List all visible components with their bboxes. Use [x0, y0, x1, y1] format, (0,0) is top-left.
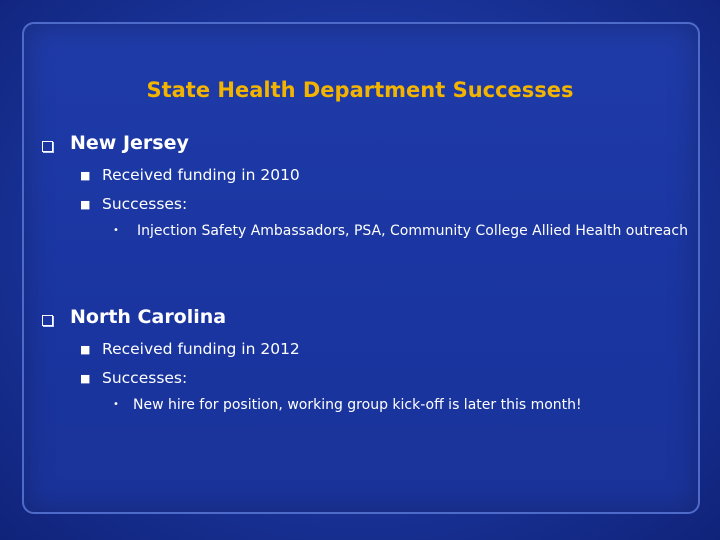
section-heading-new-jersey: New Jersey — [70, 132, 189, 154]
list-item: Successes: — [102, 195, 188, 213]
list-item: Received funding in 2012 — [102, 340, 300, 358]
list-item: Successes: — [102, 369, 188, 387]
square-small-bullet-icon: ■ — [80, 169, 91, 182]
section-heading-north-carolina: North Carolina — [70, 306, 227, 328]
dot-bullet-icon: • — [113, 225, 119, 236]
sub-list-item: Injection Safety Ambassadors, PSA, Community College Allied Health outreach — [137, 223, 688, 239]
square-bullet-icon — [42, 315, 53, 326]
sub-list-item: New hire for position, working group kick-off is later this month! — [133, 397, 582, 413]
list-item: Received funding in 2010 — [102, 166, 300, 184]
square-small-bullet-icon: ■ — [80, 343, 91, 356]
square-small-bullet-icon: ■ — [80, 372, 91, 385]
dot-bullet-icon: • — [113, 399, 119, 410]
square-small-bullet-icon: ■ — [80, 198, 91, 211]
slide-title: State Health Department Successes — [146, 78, 574, 102]
square-bullet-icon — [42, 141, 53, 152]
